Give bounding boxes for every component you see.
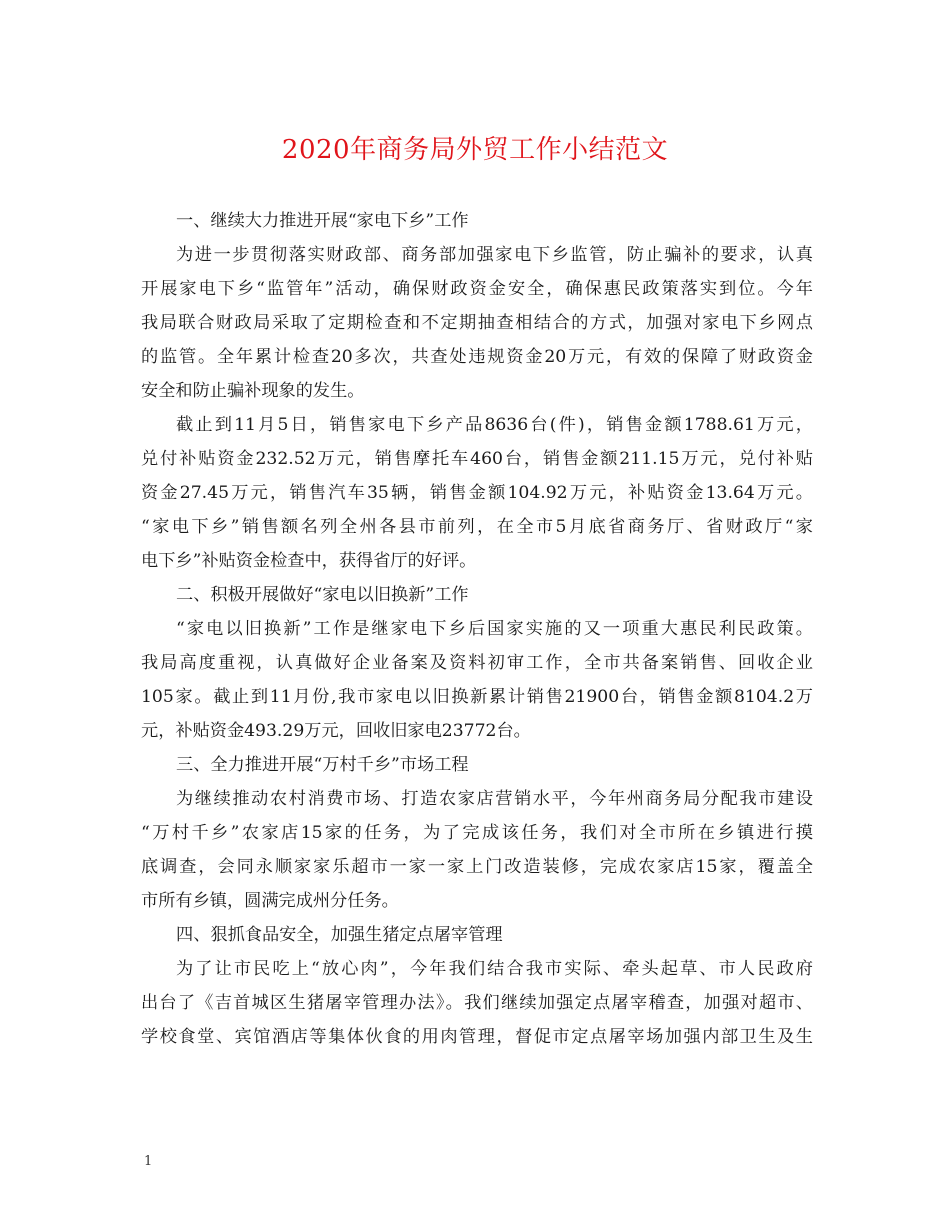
- text-line: “家电下乡”销售额名列全州各县市前列，在全市5月底省商务厅、省财政厅“家: [141, 517, 813, 537]
- document-title: 2020年商务局外贸工作小结范文: [281, 135, 669, 165]
- text-line: 截止到11月5日，销售家电下乡产品8636台(件)，销售金额1788.61万元，: [176, 415, 813, 435]
- text-line: 学校食堂、宾馆酒店等集体伙食的用肉管理，督促市定点屠宰场加强内部卫生及生: [141, 1027, 813, 1047]
- text-line: 为继续推动农村消费市场、打造农家店营销水平，今年州商务局分配我市建设: [176, 789, 813, 809]
- text-line: 105家。截止到11月份,我市家电以旧换新累计销售21900台，销售金额8104.2万: [141, 687, 813, 707]
- text-line: 二、积极开展做好“家电以旧换新”工作: [176, 585, 469, 605]
- text-line: “家电以旧换新”工作是继家电下乡后国家实施的又一项重大惠民利民政策。: [176, 619, 813, 639]
- document-body: [141, 204, 813, 1054]
- text-line: 为进一步贯彻落实财政部、商务部加强家电下乡监管，防止骗补的要求，认真: [176, 245, 813, 265]
- text-line: 我局高度重视，认真做好企业备案及资料初审工作，全市共备案销售、回收企业: [141, 653, 813, 673]
- text-line: 元，补贴资金493.29万元，回收旧家电23772台。: [141, 721, 531, 741]
- text-line: “万村千乡”农家店15家的任务，为了完成该任务，我们对全市所在乡镇进行摸: [141, 823, 813, 843]
- text-line: 资金27.45万元，销售汽车35辆，销售金额104.92万元，补贴资金13.64万元。: [141, 483, 813, 503]
- text-line: 底调查，会同永顺家家乐超市一家一家上门改造装修，完成农家店15家，覆盖全: [141, 857, 813, 877]
- text-line: 安全和防止骗补现象的发生。: [141, 381, 365, 401]
- text-line: 三、全力推进开展“万村千乡”市场工程: [176, 755, 469, 775]
- text-line: 一、继续大力推进开展“家电下乡”工作: [176, 211, 469, 231]
- page-number: 1: [144, 1154, 153, 1169]
- text-line: 开展家电下乡“监管年”活动，确保财政资金安全，确保惠民政策落实到位。今年: [141, 279, 813, 299]
- text-line: 兑付补贴资金232.52万元，销售摩托车460台，销售金额211.15万元，兑付补贴: [141, 449, 813, 469]
- text-line: 为了让市民吃上“放心肉”，今年我们结合我市实际、牵头起草、市人民政府: [176, 959, 813, 979]
- text-line: 的监管。全年累计检查20多次，共查处违规资金20万元，有效的保障了财政资金: [141, 347, 813, 367]
- text-line: 市所有乡镇，圆满完成州分任务。: [141, 891, 399, 911]
- text-line: 电下乡”补贴资金检查中，获得省厅的好评。: [141, 551, 477, 571]
- text-line: 四、狠抓食品安全，加强生猪定点屠宰管理: [176, 925, 503, 945]
- text-line: 出台了《吉首城区生猪屠宰管理办法》。我们继续加强定点屠宰稽查，加强对超市、: [141, 993, 813, 1013]
- text-line: 我局联合财政局采取了定期检查和不定期抽查相结合的方式，加强对家电下乡网点: [141, 313, 813, 333]
